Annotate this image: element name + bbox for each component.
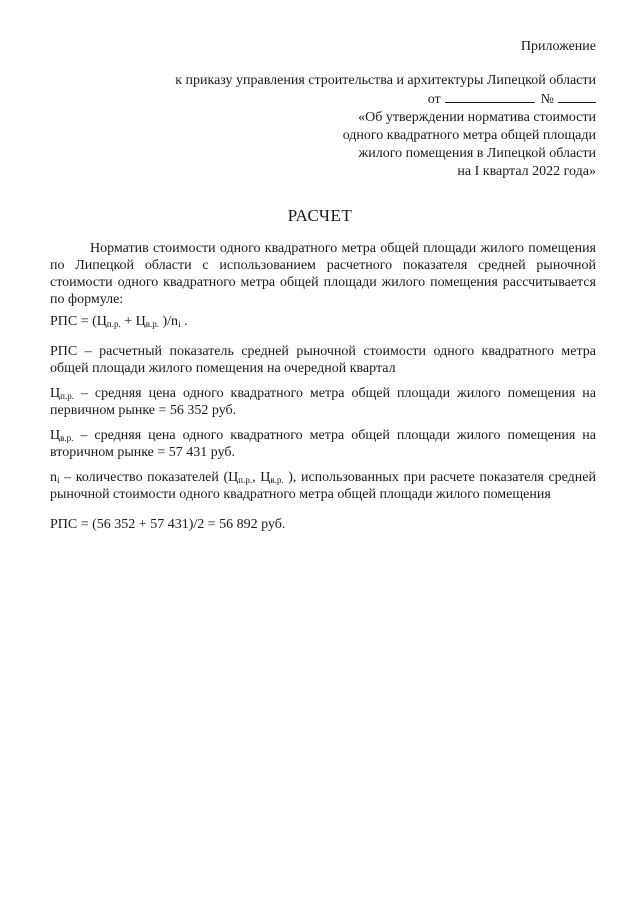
order-date-number-line	[175, 90, 596, 109]
formula: РПС = ($Ц_{п.р.} + Ц_{в.р.}$ )$/n_i$ .	[50, 314, 188, 329]
order-title-line-4: на I квартал 2022 года»	[457, 164, 596, 179]
order-title-line-1: «Об утверждении норматива стоимости	[358, 110, 596, 125]
number-blank	[558, 90, 596, 103]
intro-paragraph: Норматив стоимости одного квадратного метра общей площади жилого помещения по Липецкой области с использованием расчетного показателя средней рыночной стоимости одного квадратного метра общей площади жилого помещения рассчитывается по формуле:	[50, 241, 596, 307]
calculation-result: РПС = (56 352 + 57 431)/2 = 56 892 руб.	[50, 517, 286, 532]
from-label: от	[427, 92, 441, 107]
indicator-count-definition: $n_i$ – количество показателей ($Ц_{п.р.}$, $Ц_{в.р.}$ ), использованных при расчете показателя средней рыночной стоимости одного квадратного метра общей площади жилого помещения	[50, 470, 597, 502]
date-blank	[445, 90, 535, 103]
number-label: №	[540, 92, 554, 107]
primary-market-price-definition: $Ц_{п.р.}$ – средняя цена одного квадратного метра общей площади жилого помещения на первичном рынке = 56 352 руб.	[50, 386, 596, 418]
appendix-label: Приложение	[520, 39, 596, 54]
secondary-market-price-definition: $Ц_{в.р.}$ – средняя цена одного квадратного метра общей площади жилого помещения на вторичном рынке = 57 431 руб.	[50, 428, 596, 460]
rps-definition: РПС – расчетный показатель средней рыночной стоимости одного квадратного метра общей площади жилого помещения на очередной квартал	[50, 344, 596, 376]
order-title-line-3: жилого помещения в Липецкой области	[358, 146, 596, 161]
order-title-line-2: одного квадратного метра общей площади	[342, 128, 596, 143]
document-title: РАСЧЕТ	[287, 206, 353, 225]
appendix-header	[175, 38, 596, 181]
order-reference: к приказу управления строительства и архитектуры Липецкой области	[175, 73, 596, 88]
